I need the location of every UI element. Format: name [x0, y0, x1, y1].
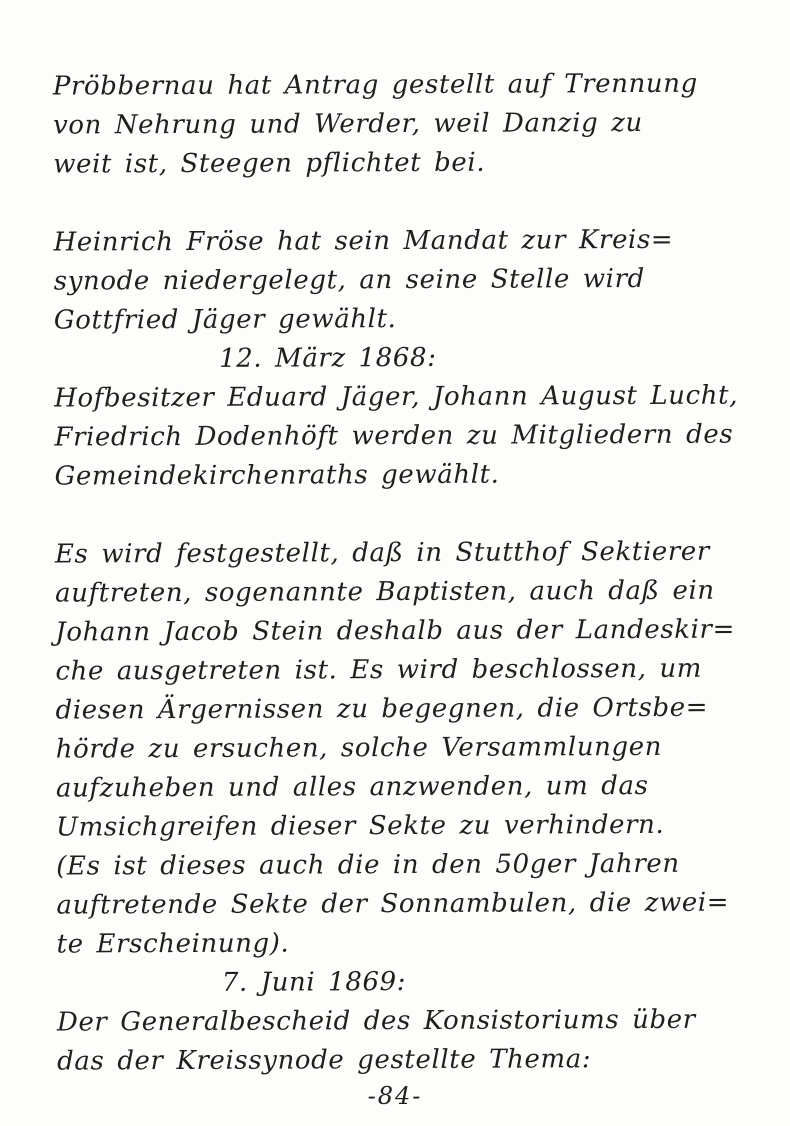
handwritten-line: von Nehrung und Werder, weil Danzig zu [52, 107, 643, 141]
date-heading: 7. Juni 1869: [221, 967, 407, 998]
handwritten-line: aufzuheben und alles anzwenden, um das [55, 770, 649, 804]
handwritten-line: Friedrich Dodenhöft werden zu Mitgliedern des [54, 419, 734, 453]
paragraph-froese-mandat [53, 220, 764, 340]
handwritten-text-block [53, 64, 767, 1081]
handwritten-line: Gottfried Jäger gewählt. [53, 304, 397, 336]
handwritten-line: weit ist, Steegen pflichtet bei. [53, 147, 486, 180]
handwritten-line: synode niedergelegt, an seine Stelle wird [53, 263, 645, 297]
handwritten-line: Pröbbernau hat Antrag gestellt auf Trennung [52, 68, 698, 102]
handwritten-line: hörde zu ersuchen, solche Versammlungen [55, 731, 663, 765]
date-heading: 12. März 1868: [218, 342, 437, 374]
paragraph-sektierer [55, 532, 767, 964]
handwritten-line: che ausgetreten ist. Es wird beschlossen, um [55, 653, 703, 687]
page-number: -84- [367, 1082, 423, 1110]
paragraph-juni-1869 [57, 961, 768, 1081]
handwritten-line: diesen Ärgernissen zu begegnen, die Ortsbe= [55, 692, 709, 726]
handwritten-line: (Es ist dieses auch die in den 50ger Jahren [56, 848, 680, 882]
handwritten-line: Johann Jacob Stein deshalb aus der Landeskir= [55, 614, 736, 648]
handwritten-line: te Erscheinung). [56, 928, 290, 960]
handwritten-line: Hofbesitzer Eduard Jäger, Johann August Lucht, [54, 380, 739, 414]
handwritten-line: Gemeindekirchenraths gewählt. [54, 459, 500, 492]
handwritten-line: auftreten, sogenannte Baptisten, auch daß ein [55, 575, 715, 609]
handwritten-line: Der Generalbescheid des Konsistoriums über [56, 1004, 696, 1038]
handwritten-line: auftretende Sekte der Sonnambulen, die zwei= [56, 887, 730, 921]
handwritten-line: Heinrich Fröse hat sein Mandat zur Kreis= [53, 224, 674, 258]
handwritten-line: Umsichgreifen dieser Sekte zu verhindern. [56, 809, 665, 843]
handwritten-line: das der Kreissynode gestellte Thema: [57, 1044, 592, 1077]
handwritten-line: Es wird festgestellt, daß in Stutthof Sektierer [54, 536, 710, 570]
paragraph-maerz-1868 [54, 337, 765, 496]
paragraph-proebbernau [53, 64, 764, 184]
